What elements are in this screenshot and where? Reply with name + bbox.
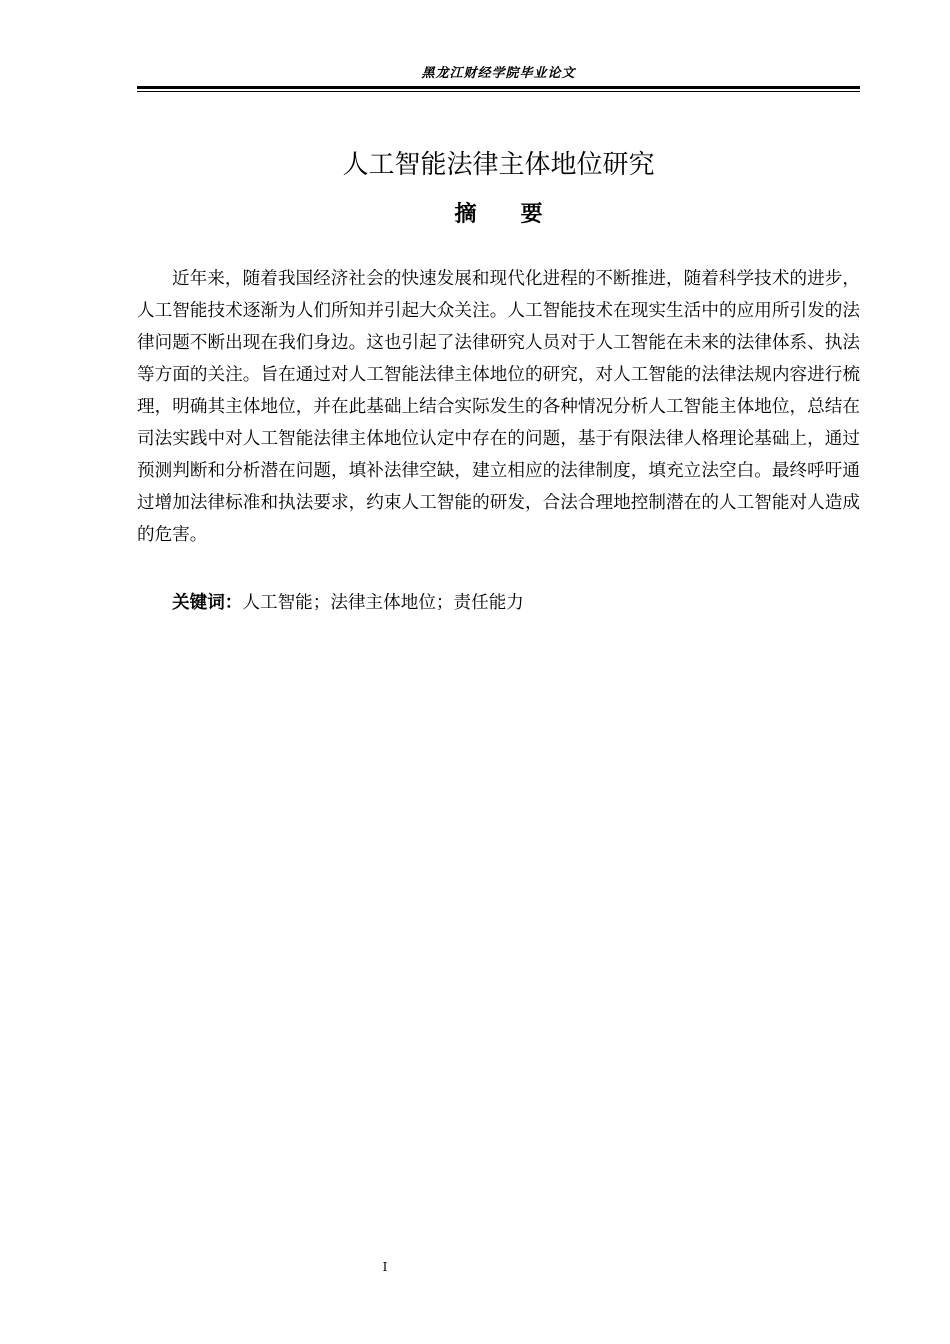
running-header-title: 黑龙江财经学院毕业论文 xyxy=(421,66,576,81)
page-number: I xyxy=(382,1260,388,1274)
abstract-body: 近年来，随着我国经济社会的快速发展和现代化进程的不断推进，随着科学技术的进步，人工智能技术逐渐为人们所知并引起大众关注。人工智能技术在现实生活中的应用所引发的法律问题不断出现在我们身边。这也引起了法律研究人员对于人工智能在未来的法律体系、执法等方面的关注。旨在通过对人工智能法律主体地位的研究，对人工智能的法律法规内容进行梳理，明确其主体地位，并在此基础上结合实际发生的各种情况分析人工智能主体地位，总结在司法实践中对人工智能法律主体地位认定中存在的问题，基于有限法律人格理论基础上，通过预测判断和分析潜在问题，填补法律空缺，建立相应的法律制度，填充立法空白。最终呼吁通过增加法律标准和执法要求，约束人工智能的研发，合法合理地控制潜在的人工智能对人造成的危害。 xyxy=(137,269,860,545)
keywords-label: 关键词： xyxy=(172,593,243,613)
document-title: 人工智能法律主体地位研究 xyxy=(342,150,655,180)
keywords-line xyxy=(172,590,524,616)
header-rule-thick xyxy=(137,86,860,89)
header-rule-thin xyxy=(137,91,860,92)
keywords-value: 人工智能；法律主体地位；责任能力 xyxy=(242,593,524,613)
abstract-heading: 摘要 xyxy=(454,202,587,227)
